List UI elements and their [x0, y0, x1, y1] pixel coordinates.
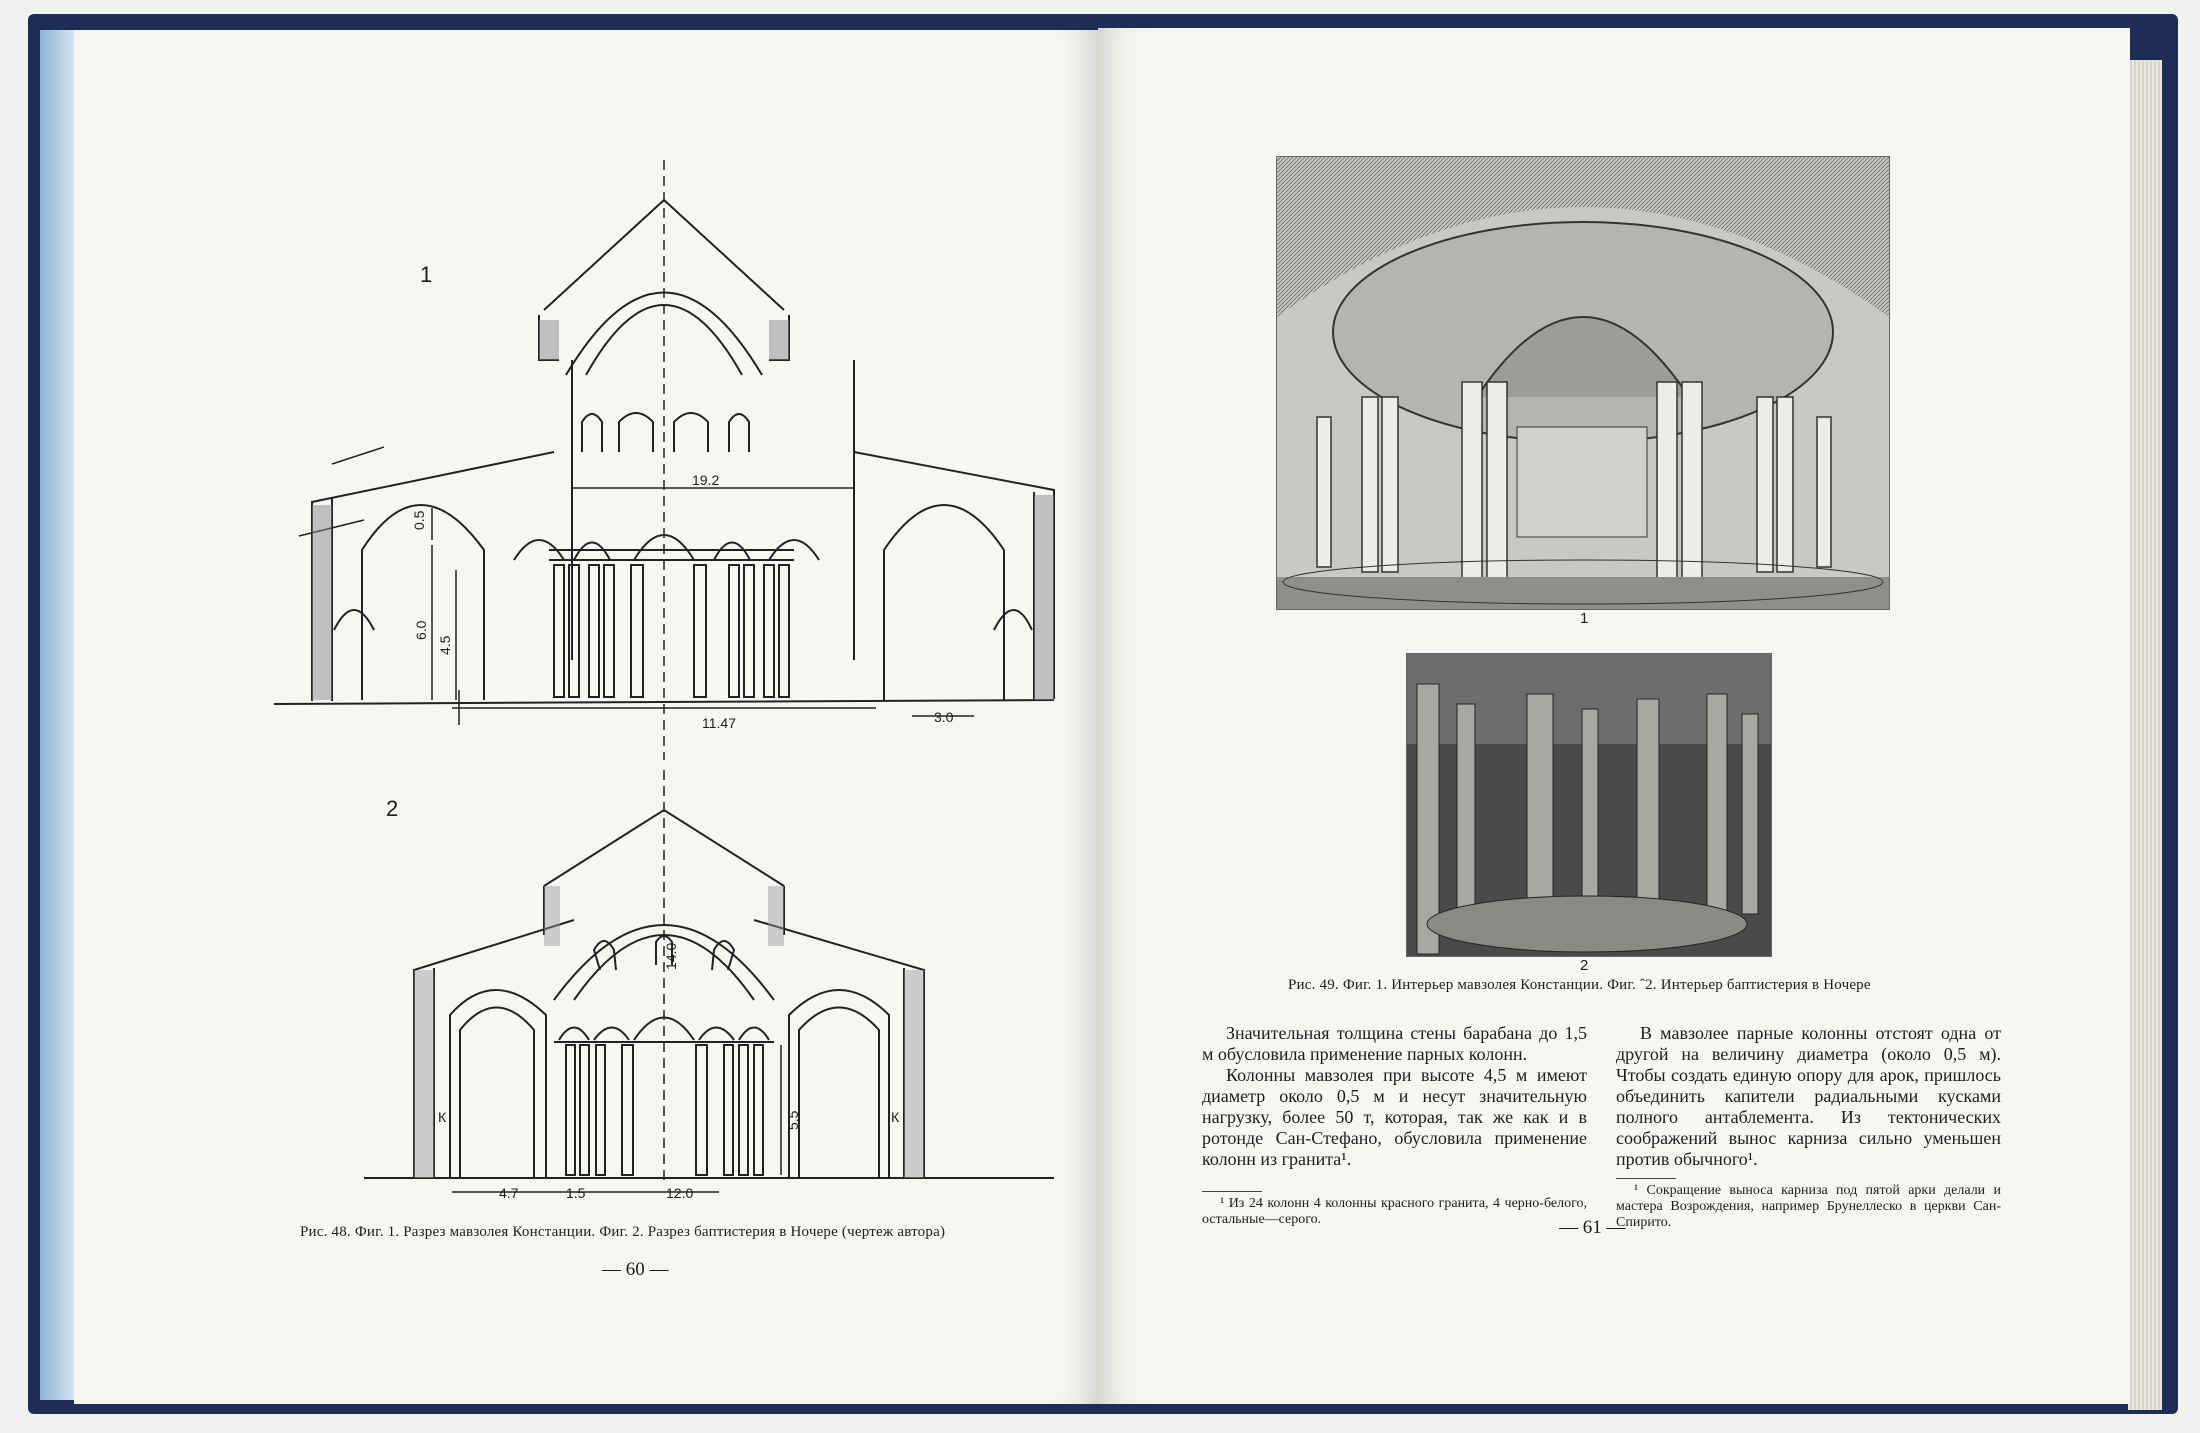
- fig1-dim-height-column: 4.5: [437, 635, 453, 655]
- fig2-dim-base-left: 4.7: [499, 1185, 519, 1201]
- figure-2-label: 2: [386, 796, 399, 821]
- right-page: [1098, 28, 2130, 1404]
- footnote-text: ¹ Из 24 колонн 4 колонны красного гранита, 4 черно-белого, остальные—серого.: [1202, 1196, 1587, 1227]
- footnote-text: ¹ Сокращение выноса карниза под пятой арки делали и мастера Возрождения, например Брунеллеско в церкви Сан-Спирито.: [1616, 1183, 2001, 1230]
- body-text-left-column: [1202, 1023, 1587, 1170]
- paragraph: В мавзолее парные колонны отстоят одна от другой на величину диаметра (около 0,5 м). Чтобы создать единую опору для арок, пришлось объединить капители радиальными кусками полного антаблемента. Из тектонических соображений вынос карниза сильно уменьшен против обычного¹.: [1616, 1023, 2001, 1169]
- photo-1-label: 1: [1580, 610, 1589, 627]
- footnote-rule-right: [1616, 1178, 1676, 1179]
- fig1-dim-height-main: 6.0: [413, 620, 429, 640]
- footnote-left: [1202, 1196, 1587, 1228]
- page-number-60: — 60 —: [602, 1259, 669, 1280]
- fig2-k-right: К: [891, 1109, 900, 1125]
- fig2-k-left: К: [438, 1109, 447, 1125]
- fig1-dim-top-width: 19.2: [692, 472, 720, 488]
- photo-mausoleum-interior: [1276, 156, 1890, 610]
- fig1-dim-height-small: 0.5: [411, 510, 427, 530]
- fig2-dim-base-mid: 1.5: [566, 1185, 586, 1201]
- footnote-right: [1616, 1183, 2001, 1231]
- left-page: [74, 30, 1098, 1404]
- photo-2-label: 2: [1580, 957, 1589, 974]
- figure-1-section-drawing: [194, 160, 1074, 760]
- fig2-dim-base-right: 12.0: [666, 1185, 694, 1201]
- figure-48-caption: Рис. 48. Фиг. 1. Разрез мавзолея Констанции. Фиг. 2. Разрез баптистерия в Ночере (чертеж автора): [300, 1224, 946, 1240]
- page-stack-edge: [2128, 60, 2162, 1410]
- paragraph: Значительная толщина стены барабана до 1,5 м обусловила применение парных колонн.: [1202, 1023, 1587, 1064]
- fig1-dim-side-width: 3.0: [934, 709, 954, 725]
- figure-1-label: 1: [420, 262, 433, 287]
- paragraph: Колонны мавзолея при высоте 4,5 м имеют диаметр около 0,5 м и несут значительную нагрузку, более 50 т, которая, так же как и в ротонде Сан-Стефано, обусловила применение колонн из гранита¹.: [1202, 1065, 1587, 1169]
- book-edge-left: [40, 30, 76, 1400]
- page-number-61: — 61 —: [1559, 1217, 1626, 1238]
- footnote-rule-left: [1202, 1191, 1262, 1192]
- fig2-dim-height-side: 5.5: [785, 1110, 801, 1130]
- fig1-dim-base-width: 11.47: [702, 715, 736, 731]
- body-text-right-column: [1616, 1023, 2001, 1170]
- photo-nocera-baptistery: [1406, 653, 1772, 957]
- figure-49-caption: Рис. 49. Фиг. 1. Интерьер мавзолея Констанции. Фиг. ˆ2. Интерьер баптистерия в Ночере: [1288, 977, 1871, 993]
- figure-2-section-drawing: [194, 770, 1074, 1210]
- fig2-dim-height-center: 14.0: [663, 942, 679, 970]
